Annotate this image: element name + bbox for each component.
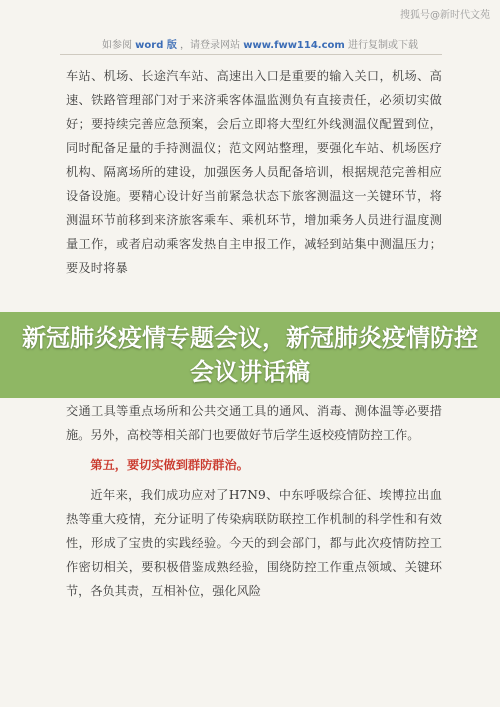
- header-divider: [60, 54, 442, 55]
- download-header: [70, 36, 450, 51]
- body-paragraph-lower: 交通工具等重点场所和公共交通工具的通风、消毒、测体温等必要措施。另外，高校等相关部门也要做好节后学生返校疫情防控工作。: [66, 404, 442, 442]
- header-prefix: 如参阅: [101, 40, 132, 51]
- header-brand: word 版: [135, 40, 177, 51]
- closing-paragraph: 近年来，我们成功应对了H7N9、中东呼吸综合征、埃博拉出血热等重大疫情，充分证明了传染病联防联控工作机制的科学性和有效性，形成了宝贵的实践经验。今天的到会部门，都与此次疫情防控工作密切相关，要积极借鉴成熟经验，围绕防控工作重点领域、关键环节，各负其责，互相补位，强化风险: [66, 488, 442, 598]
- document-body: [66, 64, 442, 280]
- section-heading: 第五，要切实做到群防群治。: [90, 458, 249, 472]
- header-suffix: 进行复制或下载: [348, 40, 419, 51]
- header-site-link[interactable]: www.fww114.com: [243, 40, 345, 51]
- watermark: 搜狐号@新时代文苑: [400, 10, 490, 21]
- header-middle: ，请登录网站: [180, 40, 241, 51]
- banner-title: 新冠肺炎疫情专题会议，新冠肺炎疫情防控会议讲话稿: [22, 324, 478, 386]
- body-paragraph: 车站、机场、长途汽车站、高速出入口是重要的输入关口，机场、高速、铁路管理部门对于来济乘客体温监测负有直接责任，必须切实做好；要持续完善应急预案，会后立即将大型红外线测温仪配置到位，同时配备足量的手持测温仪；范文网站整理，要强化车站、机场医疗机构、隔离场所的建设，加强医务人员配备培训，根据规范完善相应设备设施。要精心设计好当前紧急状态下旅客测温这一关键环节，将测温环节前移到来济旅客乘车、乘机环节，增加乘务人员进行温度测量工作，或者启动乘客发热自主申报工作，减轻到站集中测温压力；要及时将暴: [66, 69, 442, 275]
- title-banner: [0, 312, 500, 398]
- document-body-lower: [66, 375, 442, 603]
